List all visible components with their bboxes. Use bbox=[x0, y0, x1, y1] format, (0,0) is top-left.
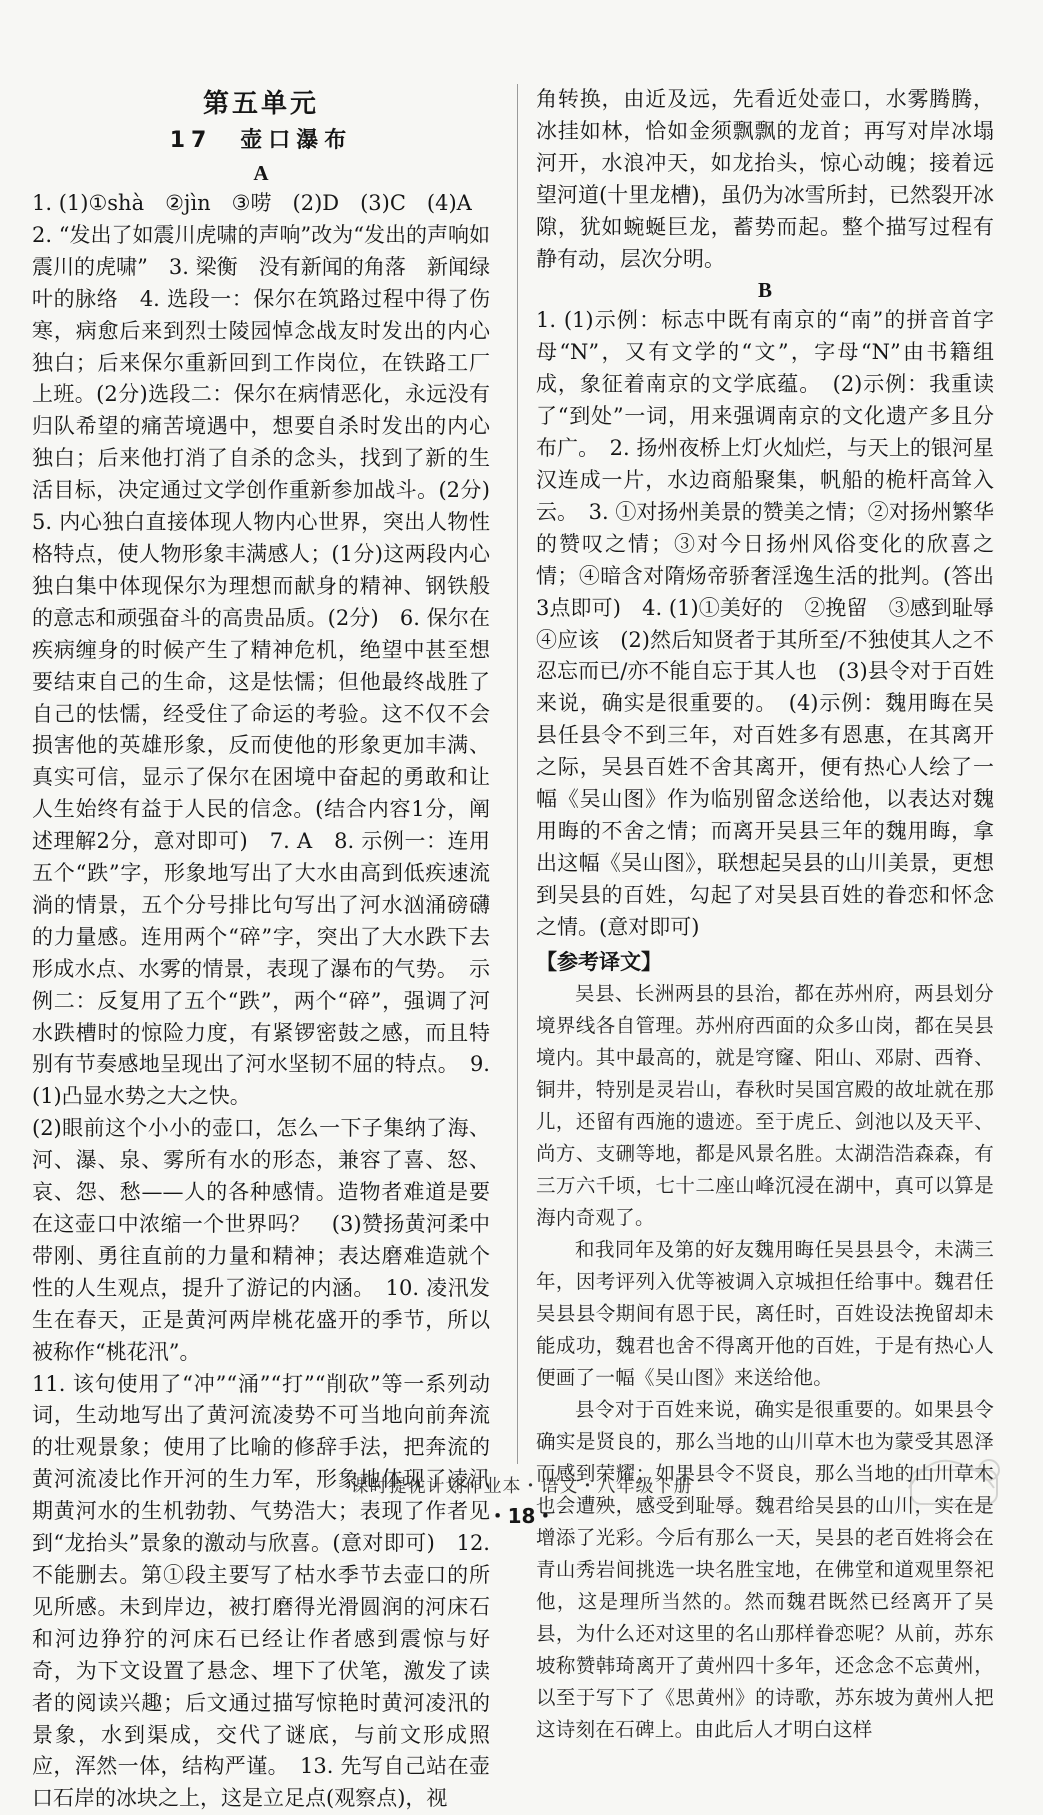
page-number: ・18・ bbox=[487, 1504, 556, 1528]
translation-paragraph: 和我同年及第的好友魏用晦任吴县县令，未满三年，因考评列入优等被调入京城担任给事中。魏君任吴县县令期间有恩于民，离任时，百姓设法挽留却未能成功，魏君也舍不得离开他的百姓，于是有热心人便画了一幅《吴山图》来送给他。 bbox=[536, 1237, 994, 1389]
translation-paragraph: 吴县、长洲两县的县治，都在苏州府，两县划分境界线各自管理。苏州府西面的众多山岗，都在吴县境内。其中最高的，就是穹窿、阳山、邓尉、西脊、铜井，特别是灵岩山，春秋时吴国宫殿的故址就在那儿，还留有西施的遗迹。至于虎丘、剑池以及天平、尚方、支硎等地，都是风景名胜。太湖浩浩森森，有三万六千顷，七十二座山峰沉浸在湖中，真可以算是海内奇观了。 bbox=[536, 981, 994, 1229]
reference-translation-heading: 【参考译文】 bbox=[536, 949, 662, 974]
answer-paragraph: 1. (1)示例：标志中既有南京的“南”的拼音首字母“N”，又有文学的“文”，字母“N”由书籍组成，象征着南京的文学底蕴。 (2)示例：我重读了“到处”一词，用来强调南京的文化遗产多且分布广。 2. 扬州夜桥上灯火灿烂，与天上的银河星汉连成一片，水边商船聚集，帆船的桅杆高耸入云。 3. ①对扬州美景的赞美之情；②对扬州繁华的赞叹之情；③对今日扬州风俗变化的欣喜之情；④暗含对隋炀帝骄奢淫逸生活的批判。(答出3点即可) 4. (1)①美好的 ②挽留 ③感到耻辱 ④应该 (2)然后知贤者于其所至/不独使其人之不忍忘而已/亦不能自忘于其人也 (3)县令对于百姓来说，确实是很重要的。 (4)示例：魏用晦在吴县任县令不到三年，对百姓多有恩惠，在其离开之际，吴县百姓不舍其离开，便有热心人绘了一幅《吴山图》作为临别留念送给他，以表达对魏用晦的不舍之情；而离开吴县三年的魏用晦，拿出这幅《吴山图》，联想起吴县的山川美景，更想到吴县的百姓，勾起了对吴县百姓的眷恋和怀念之情。(意对即可) bbox=[536, 308, 1015, 939]
answer-paragraph: 2. “发出了如震川虎啸的声响”改为“发出的声响如震川的虎啸” 3. 梁衡 没有新闻的角落 新闻绿叶的脉络 4. 选段一：保尔在筑路过程中得了伤寒，病愈后来到烈士陵园悼念战友时发出的内心独白；后来保尔重新回到工作岗位，在铁路工厂上班。(2分)选段二：保尔在病情恶化，永远没有归队希望的痛苦境遇中，想要自杀时发出的内心独白；后来他打消了自杀的念头，找到了新的生活目标，决定通过文学创作重新参加战斗。(2分) 5. 内心独白直接体现人物内心世界，突出人物性格特点，使人物形象丰满感人；(1分)这两段内心独白集中体现保尔为理想而献身的精神、钢铁般的意志和顽强奋斗的高贵品质。(2分) 6. 保尔在疾病缠身的时候产生了精神危机，绝望中甚至想要结束自己的生命，这是怯懦；但他最终战胜了自己的怯懦，经受住了命运的考验。这不仅不会损害他的英雄形象，反而使他的形象更加丰满、真实可信，显示了保尔在困境中奋起的勇敢和让人生始终有益于人民的信念。(结合内容1分，阐述理解2分，意对即可) 7. A 8. 示例一：连用五个“跌”字，形象地写出了大水由高到低疾速流淌的情景，五个分号排比句写出了河水汹涌磅礴的力量感。连用两个“碎”字，突出了大水跌下去形成水点、水雾的情景，表现了瀑布的气势。 示例二：反复用了五个“跌”，两个“碎”，强调了河水跌槽时的惊险力度，有紧锣密鼓之感，而且特别有节奏感地呈现出了河水坚韧不屈的特点。 9. (1)凸显水势之大之快。 bbox=[32, 222, 511, 1109]
section-b-label: B bbox=[757, 278, 772, 303]
watermark-logo-icon bbox=[899, 1440, 1009, 1530]
footer-series-line: 课时提优计划作业本・语文・八年级下册 bbox=[350, 1476, 693, 1497]
answer-continuation: 角转换，由近及远，先看近处壶口，水雾腾腾，冰挂如林，恰如金须飘飘的龙首；再写对岸冰塌河开，水浪冲天，如龙抬头，惊心动魄；接着远望河道(十里龙槽)，虽仍为冰雪所封，已然裂开冰隙，犹如蜿蜒巨龙，蓄势而起。整个描写过程有静有动，层次分明。 bbox=[536, 87, 994, 271]
left-column bbox=[32, 84, 511, 1815]
unit-title: 第五单元 bbox=[202, 89, 319, 119]
answer-paragraph: 11. 该句使用了“冲”“涌”“打”“削砍”等一系列动词，生动地写出了黄河流凌势不可当地向前奔流的壮观景象；使用了比喻的修辞手法，把奔流的黄河流凌比作开河的生力军，形象地体现了凌汛期黄河水的生机勃勃、气势浩大；表现了作者见到“龙抬头”景象的激动与欣喜。(意对即可) 12. 不能删去。第①段主要写了枯水季节去壶口的所见所感。未到岸边，被打磨得光滑圆润的河床石和河边狰狞的河床石已经让作者感到震惊与好奇，为下文设置了悬念、埋下了伏笔，激发了读者的阅读兴趣；后文通过描写惊艳时黄河凌汛的景象，水到渠成，交代了谜底，与前文形成照应，浑然一体，结构严谨。 13. 先写自己站在壶口石岸的冰块之上，这是立足点(观察点)，视 bbox=[32, 1371, 490, 1811]
column-divider bbox=[517, 84, 518, 1464]
lesson-title: 17 壶口瀑布 bbox=[169, 128, 353, 153]
answer-paragraph: (2)眼前这个小小的壶口，怎么一下子集纳了海、河、瀑、泉、雾所有水的形态，兼容了喜、怒、哀、怨、愁——人的各种感情。造物者难道是要在这壶口中浓缩一个世界吗？ (3)赞扬黄河柔中带刚、勇往直前的力量和精神；表达磨难造就个性的人生观点，提升了游记的内涵。 10. 凌汛发生在春天，正是黄河两岸桃花盛开的季节，所以被称作“桃花汛”。 bbox=[32, 1116, 490, 1364]
answer-paragraph: 1. (1)①shà ②jìn ③唠 (2)D (3)C (4)A bbox=[32, 191, 472, 215]
translation-paragraph: 县令对于百姓来说，确实是很重要的。如果县令确实是贤良的，那么当地的山川草木也为蒙受其恩泽而感到荣耀；如果县令不贤良，那么当地的山川草木也会遭殃，感受到耻辱。魏君给吴县的山川，实在是增添了光彩。今后有那么一天，吴县的老百姓将会在青山秀岩间挑选一块名胜宝地，在佛堂和道观里祭祀他，这是理所当然的。然而魏君既然已经离开了吴县，为什么还对这里的名山那样眷恋呢？从前，苏东坡称赞韩琦离开了黄州四十多年，还念念不忘黄州，以至于写下了《思黄州》的诗歌，苏东坡为黄州人把这诗刻在石碑上。由此后人才明白这样 bbox=[536, 1397, 994, 1741]
section-a-label: A bbox=[253, 161, 269, 185]
